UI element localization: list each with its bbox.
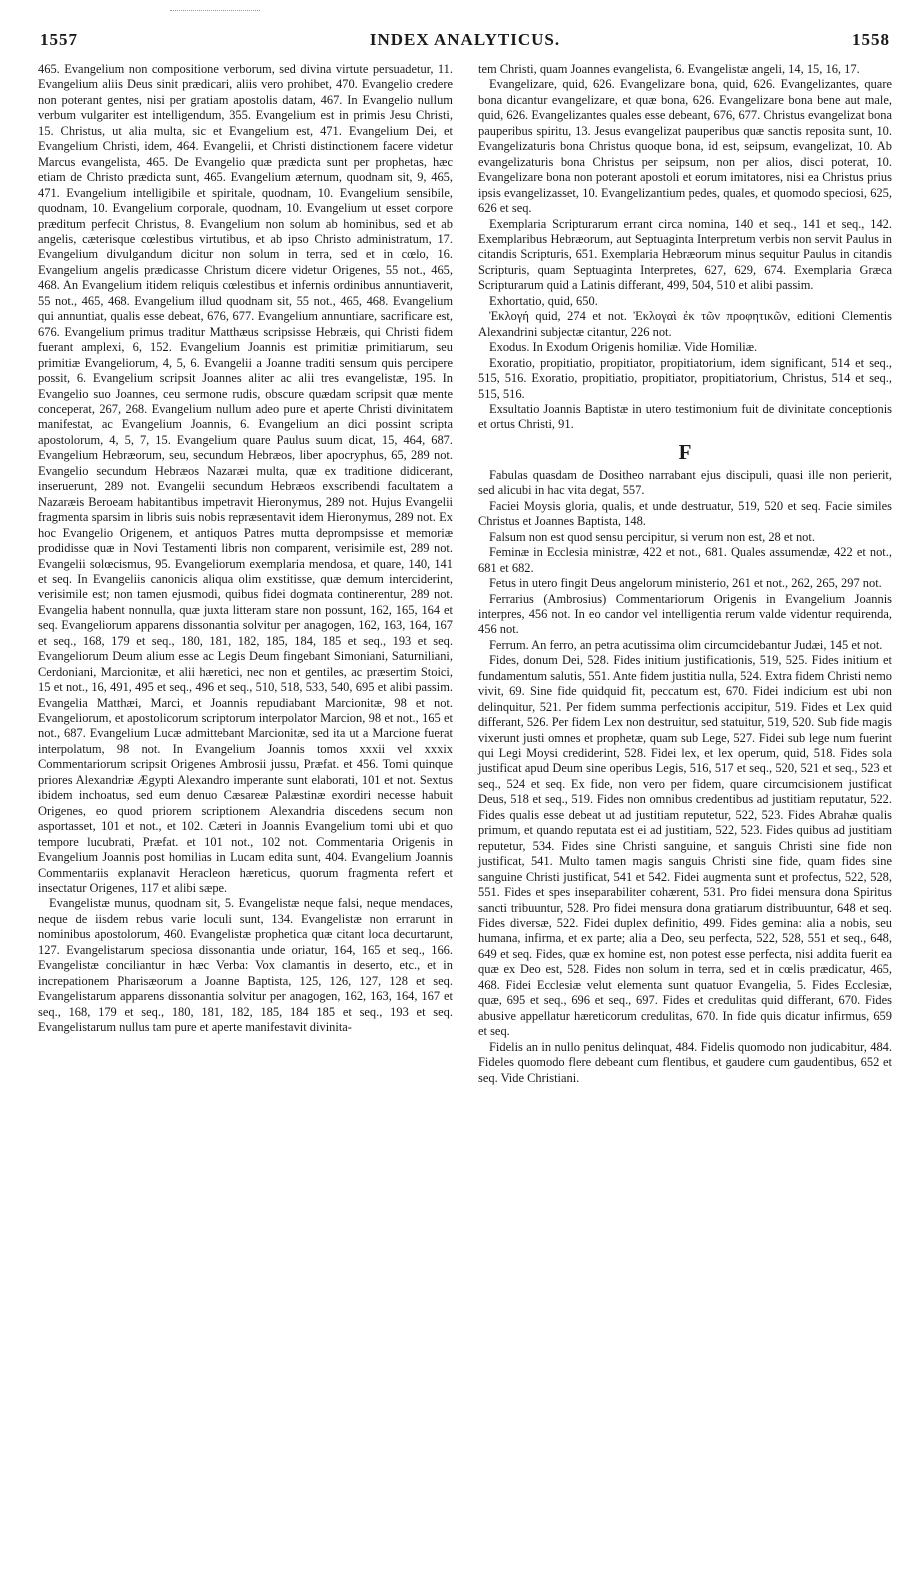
index-entry-ferrarius: Ferrarius (Ambrosius) Commentariorum Origenis in Evangelium Joannis interpres, 456 not. In eo candor vel intelligentia rerum valde videntur requirenda, 456 not. bbox=[478, 591, 892, 637]
index-entry-fides: Fides, donum Dei, 528. Fides initium justificationis, 519, 525. Fides initium et fundamentum salutis, 551. Ante fidem justitia nulla, 524. Extra fidem Christi nemo vivit, 69. Sine fide quidquid fit, peccatum est, 670. Fidei indicium est ubi non delinquitur, 521. Per fidem summa perfectionis accipitur, 519. Fides et Lex quid differant, 526. Per fidem Lex non destruitur, sed statuitur, 519, 520. Sub fide magis vixerunt justi omnes et prophetæ, quam sub Lege, 527. Fidei sub lege num fuerint qui Legi Moysi crediderint, 528. Fidei lex, et lex operum, quid, 518. Fides sola justificat apud Deum sine operibus Legis, 516, 517 et seq., 520, 521 et seq., 523 et seq., 524 et seq. Ex fide, non vero per fidem, quare circumcisionem justificat Deus, 518 et seq., 519. Fides non omnibus credentibus ad justitiam reputatur, 522. Fides qualis esse debeat ut ad justitiam reputetur, 522, 523. Fides Abrahæ qualis primum, et quando reputata est ei ad justitiam, 522, 523. Fides quibus ad justitiam reputetur, 534. Fides sine Christi sanguine, et sanguis Christi sine fide non justificat, 541. Multo tamen magis sanguis Christi sine fide, quam fides sine sanguine Christi justificat, 541 et 542. Fidei augmenta sunt et profectus, 522, 528, 551. Fides et spes inseparabiliter cohærent, 531. Pro fidei mensura dona Spiritus sancti tribuuntur, 528. Pro fidei mensura dona gratiarum distribuuntur, 648 et seq. Fides diversæ, 522. Fidei duplex definitio, 499. Fides gemina: alia a nobis, seu humana, infirma, et ex parte; alia a Deo, seu perfecta, 522, 528, 551 et seq., 648, 649 et seq. Fides, quæ ex homine est, non potest esse perfecta, nisi addita fuerit ea quæ ex Deo est, 528. Fides non solum in terra, sed et in cœlis prædicatur, 465, 468. Fidei Ecclesiæ velut elementa sunt quatuor Evangelia, 5. Fides Ecclesiæ, quæ, 695 et seq., 696 et seq., 697. Fides et credulitas quid differant, 670. Fides abusive appellatur hæreticorum credulitas, 670. In fide quis dicatur infirmus, 659 et seq. bbox=[478, 653, 892, 1039]
index-entry-exhortatio: Exhortatio, quid, 650. bbox=[489, 293, 598, 308]
index-entry-faciei: Faciei Moysis gloria, qualis, et unde destruatur, 519, 520 et seq. Facie similes Christus et Joannes Baptista, 148. bbox=[478, 498, 892, 529]
index-entry-evangelistae-cont: tem Christi, quam Joannes evangelista, 6. Evangelistæ angeli, 14, 15, 16, 17. bbox=[478, 62, 860, 76]
index-entry-fabulas: Fabulas quasdam de Dositheo narrabant ejus discipuli, quasi ille non perierit, sed alicubi in hac vita degat, 557. bbox=[478, 467, 892, 498]
index-entry-evangelizare: Evangelizare, quid, 626. Evangelizare bona, quid, 626. Evangelizantes, quare bona dicantur evangelizare, et quæ bona, 626. Evangelizare bona bene aut male, quid, 626. Evangelizantes quales esse debeant, 676, 677. Christus evangelizat bona pauperibus spiritu, 13. Jesus evangelizat pauperibus quæ sanctis reposita sunt, 10. Evangelizaturis bona Christus quoque bona, id est, seipsum, evangelizat, 10. Ab evangelizaturis bona Christus per seipsum, non per alios, disci poterat, 10. Evangelizare bona non poterant apostoli et eorum imitatores, nisi ea Christus prius ipsis evangelizasset, 10. Evangelizantium pedes, quales, et quomodo speciosi, 625, 626 et seq. bbox=[478, 77, 892, 216]
page-number-right: 1558 bbox=[852, 30, 890, 49]
index-entry-fidelis: Fidelis an in nullo penitus delinquat, 484. Fidelis quomodo non judicabitur, 484. Fideles quomodo flere debeant cum flentibus, et gaudere cum gaudentibus, 652 et seq. Vide Christiani. bbox=[478, 1039, 892, 1085]
index-entry-fetus: Fetus in utero fingit Deus angelorum ministerio, 261 et not., 262, 265, 297 not. bbox=[489, 576, 882, 591]
running-head bbox=[40, 30, 890, 56]
index-entry-ekloge: Ἐκλογή quid, 274 et not. Ἐκλογαὶ ἐκ τῶν προφητικῶν, editioni Clementis Alexandrini subjectæ citantur, 226 not. bbox=[478, 309, 892, 339]
header-dotted-rule bbox=[170, 10, 260, 11]
index-entry-exsultatio: Exsultatio Joannis Baptistæ in utero testimonium fuit de divinitate conceptionis et ortus Christi, 91. bbox=[478, 401, 892, 432]
index-entry-exemplaria: Exemplaria Scripturarum errant circa nomina, 140 et seq., 141 et seq., 142. Exemplaribus Hebræorum, aut Septuaginta Interpretum verbis non servit Paulus in citandis Scripturis, 651. Exemplaria Hebræorum minus sequitur Paulus in citandis Scripturis, quam Septuaginta Interpretes, 627, 629, 674. Exemplaria Græca Scripturarum quid a Latinis differant, 499, 504, 510 et alibi passim. bbox=[478, 216, 892, 293]
left-column bbox=[38, 62, 453, 1036]
right-column bbox=[478, 62, 892, 1086]
page-title: INDEX ANALYTICUS. bbox=[369, 30, 561, 49]
page-number-left: 1557 bbox=[40, 30, 78, 49]
index-entry-exoratio: Exoratio, propitiatio, propitiator, propitiatorium, idem significant, 514 et seq., 515, 516. Exoratio, propitiatio, propitiator, propitiatorium, Christus, 514 et seq., 515, 516. bbox=[478, 355, 892, 401]
index-entry-falsum: Falsum non est quod sensu percipitur, si verum non est, 28 et not. bbox=[489, 529, 815, 544]
index-entry-evangelium: 465. Evangelium non compositione verborum, sed divina virtute persuadetur, 11. Evangelium aliis Deus sinit prædicari, aliis vero prohibet, 470. Evangelio credere non poterant gentes, nisi per gratiam apostolis datam, 467. In Evangelio nullum verbum vulgariter est intelligendum, 355. Evangelium est in primis Jesu Christi, 15. Christus, ut alia multa, sic et Evangelium est, 471. Evangelium Dei, et Evangelium Christi, idem, 464. Evangelii, et Christi distinctionem facere videtur Marcus evangelista, 465. De Evangelio quæ prædicta sunt per prophetas, hæc etiam de Christo prædicta sunt, 465. Evangelium æternum, quodnam sit, 9, 465, 471. Evangelium intelligibile et spiritale, quodnam, 10. Evangelium sensibile, quodnam, 10. Evangelium corporale, quodnam, 10. Evangelium ut esset corpore præditum perfecit Christus, 8. Evangelium non solum ab hominibus, sed et ab angelis, cæterisque cœlestibus virtutibus, et ab ipso Christo administratum, 17. Evangelium divulgandum dicitur non solum in terra, sed et in cœlo, 16. Evangelium angelis prædicasse Christum dicere videtur Origenes, 55 not., 465, 468. An Evangelium itidem reliquis cœlestibus et infernis ordinibus annuntiaverit, 55 not., 465, 468. Evangelium illud quodnam sit, 55 not., 465, 468. Evangelium qui annuntiat, qualis esse debeat, 676, 677. Evangelium annuntiare, sacrificare est, 676. Evangelium primus traditur Matthæus scripsisse Hebræis, qui Christi fidem fuerant amplexi, 6, 152. Evangelium Joannis est primitiæ primitiarum, seu primitiæ Evangeliorum, 4, 5, 6. Evangelii a Joanne traditi sensum quis percipere possit, 6. Evangelium scripsit Joannes aliter ac alii tres evangelistæ, 195. In Evangelio suo Joannes, ceu sermone rudis, obscure quædam scripsit quæ mente conceperat, 267, 268. Evangelium nullum adeo pure et aperte Christi divinitatem manifestat, ac Evangelium Joannis, 6. Evangelium an dici possint scripta apostolorum, 4, 5, 7, 15. Evangelium quare Paulus suum dicat, 15, 464, 687. Evangelium Hebræorum, seu, secundum Hebræos, liber apocryphus, 65, 289 not. Evangelio secundum Hebræos Nazaræi multa, quæ ex traditione didicerant, inseruerunt, 289 not. Evangelii secundum Hebræos exscribendi facultatem a Nazaræis Beroeam habitantibus impetravit Hieronymus, 289 not. Hujus Evangelii fragmenta sparsim in libris suis nobis repræsentavit idem Hieronymus, 289 not. Ex hoc Evangelio Origenem, et antiquos Patres mutta deprompsisse et memoriæ prodidisse quæ in Novi Testamenti libris non comparent, verisimile est, 289 not. Evangelii solœcismus, 95. Evangeliorum exemplaria mendosa, et quare, 140, 141 et seq. In Evangeliis canonicis aliqua olim exstitisse, quæ demum interciderint, verisimile est; non tamen ejusmodi, quibus fidei dogmata continerentur, 289 not. Evangelia habent nonnulla, quæ juxta litteram stare non possunt, 162, 165, 164 et seq. Evangeliorum apparens dissonantia solvitur per anagogen, 162, 163, 164, 167 et seq., 168, 179 et seq., 180, 181, 182, 185, 184, 185 et seq., 193 et seq. Evangeliorum Deum alium esse ac Legis Deum fingebant Simoniani, Saturniliani, Cerdoniani, Marcionitæ, et alii hæretici, nec non et gentiles, ac præsertim Stoici, 15 et not., 16, 491, 495 et seq., 496 et seq., 510, 518, 533, 540, 695 et alibi passim. Evangelia Matthæi, Marci, et Joannis repudiabant Marcionitæ, 98 et not. Evangeliorum, et apostolicorum scriptorum interpolator Marcion, 98 et not., 165 et not., 687. Evangelium Lucæ admittebant Marcionitæ, sed ita ut a Marcione fuerat interpolatum, 98 not. In Evangelium Joannis tomos xxxii vel xxxix Commentariorum scripsit Origenes Ambrosii jussu, Præfat. et 456. Tomi quinque priores Alexandriæ Ægypti Alexandro imperante sunt elaborati, 101 et not. Sextus ibidem inchoatus, sed eum denuo Cæsareæ Palæstinæ exordiri necesse habuit Origenes, eo quod priorem scriptionem Alexandria discedens secum non asportasset, 101 et not., et 102. Cæteri in Joannis Evangelium tomi ubi et quo tempore lucubrati, Præfat. et 101 not., 102 not. Commentaria Origenis in Evangelium Joannis post homilias in Lucam edita sunt, 404. Evangelium Joannis Commentariis explanavit Heracleon hæreticus, quorum fragmenta refert et insectatur Origenes, 117 et alibi sæpe. bbox=[38, 62, 453, 896]
index-entry-feminae: Feminæ in Ecclesia ministræ, 422 et not., 681. Quales assumendæ, 422 et not., 681 et 682. bbox=[478, 545, 892, 575]
section-letter-f: F bbox=[678, 439, 692, 464]
index-entry-exodus: Exodus. In Exodum Origenis homiliæ. Vide Homiliæ. bbox=[489, 340, 758, 355]
index-entry-ferrum: Ferrum. An ferro, an petra acutissima olim circumcidebantur Judæi, 145 et not. bbox=[489, 637, 883, 652]
index-entry-evangelistae: Evangelistæ munus, quodnam sit, 5. Evangelistæ neque falsi, neque mendaces, neque de iisdem rebus varie loculi sunt, 134. Evangelistæ non errarunt in nominibus apostolorum, 460. Evangelistæ prophetica quæ citant loca decurtarunt, 127. Evangelistarum speciosa dissonantia unde oriatur, 164, 165 et seq., 166. Evangelistæ conciliantur in hæc Verba: Vox clamantis in deserto, etc., et in increpationem Pharisæorum a Joanne Baptista, 125, 126, 127, 128 et seq. Evangelistarum apparens dissonantia solvitur per anagogen, 162, 163, 164, 167 et seq., 168, 179 et seq., 180, 181, 182, 185, 184 185 et seq., 193 et seq. Evangelistarum nullus tam pure et aperte manifestavit divinita- bbox=[38, 896, 453, 1035]
